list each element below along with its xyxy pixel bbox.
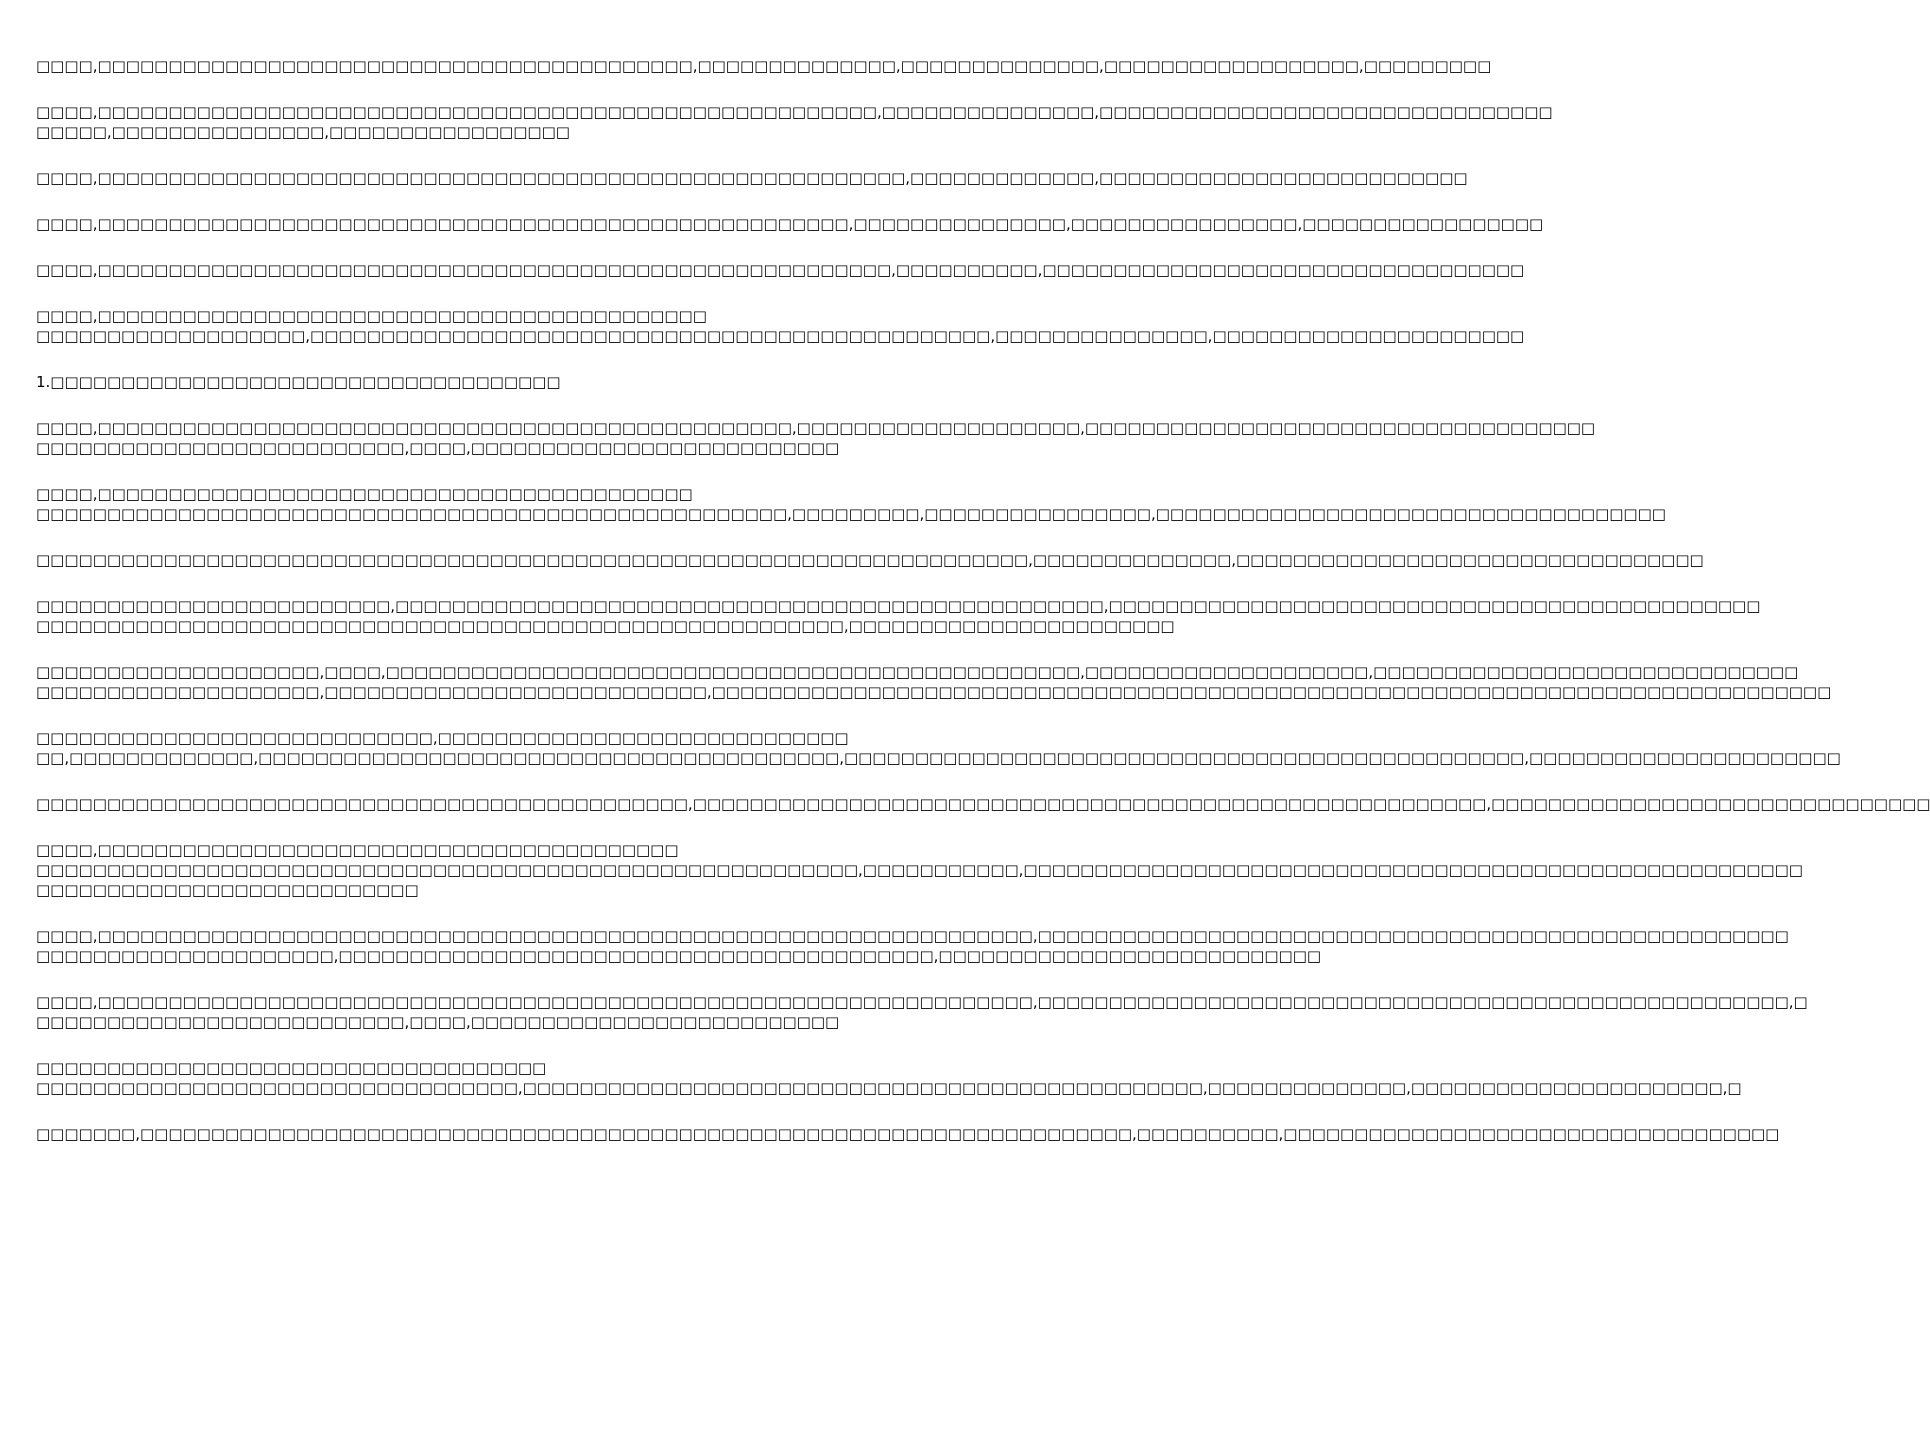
paragraph	[36, 794, 1930, 814]
text-line: □□□□□□□□□□□□□□□□□□□□□,□□□□□□□□□□□□□□□□□□□□□□□□□□□□□□□□□□□□□□□□□□,□□□□□□□□□□□□□□□□□□□□□□□□□□□	[36, 947, 1322, 965]
paragraph	[36, 102, 1553, 142]
paragraph	[36, 484, 1666, 524]
text-line: □□□□,□□□□□□□□□□□□□□□□□□□□□□□□□□□□□□□□□□□□□□□□□□□□□□□□□□□□□□□,□□□□□□□□□□□□□□□,□□□□□□□□□□□□□□□□□□□□□□□□□□□□□□□□	[36, 103, 1553, 121]
paragraph	[36, 926, 1789, 966]
text-line: □□□□,□□□□□□□□□□□□□□□□□□□□□□□□□□□□□□□□□□□□□□□□□□□□□□□□□□□□□□□□□,□□□□□□□□□□□□□,□□□□□□□□□□□□□□□□□□□□□□□□□□	[36, 169, 1468, 187]
text-line: □□□□□□□□□□□□□□□□□□□□□□□□□□□□□□□□□□□□□□□□□□□□□□□□□□□□□□□□□□□□□□□□□□□□□□,□□□□□□□□□□□□□□,□□□□□□□□□□□□□□□□□□□□□□□□□□□□□□□□□	[36, 551, 1704, 569]
text-line: □□□□□□□□□□□□□□□□□□□□□□□□□□□□□□□□□□□□□□□□□□□□□□□□□□□□□,□□□□□□□□□,□□□□□□□□□□□□□□□□,□□□□□□□□□□□□□□□□□□□□□□□□□□□□□□□□□□□□	[36, 505, 1666, 523]
text-line: □□□□,□□□□□□□□□□□□□□□□□□□□□□□□□□□□□□□□□□□□□□□□□□□	[36, 307, 707, 325]
text-line: □□□□□□□□□□□□□□□□□□□□□□□□□,□□□□□□□□□□□□□□□□□□□□□□□□□□□□□□□□□□□□□□□□□□□□□□□□□□,□□□□□□□□□□□□□□□□□□□□□□□□□□□□□□□□□□□□□□□□□□□□□□	[36, 597, 1761, 615]
text-line: □□□□□□□□□□□□□□□□□□□□□□□□□□□□□□□□□□□□□□□□□□□□□□□□□□□□□□□□□□,□□□□□□□□□□□,□□□□□□□□□□□□□□□□□□□□□□□□□□□□□□□□□□□□□□□□□□□□□□□□□□□□□□□	[36, 861, 1803, 879]
paragraph	[36, 372, 989, 392]
text-line: □□□□,□□□□□□□□□□□□□□□□□□□□□□□□□□□□□□□□□□□□□□□□□□□□□□□□□,□□□□□□□□□□□□□□□□□□□□,□□□□□□□□□□□□□□□□□□□□□□□□□□□□□□□□□□□□	[36, 419, 1596, 437]
text-line: □□□□□□□□□□□□□□□□□□□□□□□□□□□□□□□□□□□□□□□□□□□□□□□□□□□□□□□□□,□□□□□□□□□□□□□□□□□□□□□□□	[36, 617, 1175, 635]
paragraph	[36, 662, 1832, 702]
text-line: □□□□□□□□□□□□□□□□□□□□,□□□□□□□□□□□□□□□□□□□□□□□□□□□,□□□□□□□□□□□□□□□□□□□□□□□□□□□□□□□□□□□□□□□□□□□□□□□□□□□□□□□□□□□□□□□□□□□□□□□□□□□□□□□	[36, 683, 1832, 701]
document-body	[36, 56, 1930, 1170]
text-line: □□□□,□□□□□□□□□□□□□□□□□□□□□□□□□□□□□□□□□□□□□□□□□□□□□□□□□□□□□,□□□□□□□□□□□□□□□,□□□□□□□□□□□□□□□□,□□□□□□□□□□□□□□□□□	[36, 215, 1544, 233]
text-line: □□□□,□□□□□□□□□□□□□□□□□□□□□□□□□□□□□□□□□□□□□□□□□□	[36, 485, 693, 503]
paragraph	[36, 550, 1704, 570]
text-line: □□□□,□□□□□□□□□□□□□□□□□□□□□□□□□□□□□□□□□□□□□□□□□	[36, 841, 679, 859]
paragraph	[36, 596, 1761, 636]
paragraph	[36, 168, 1468, 188]
paragraph	[36, 992, 1808, 1032]
text-line: □□□□,□□□□□□□□□□□□□□□□□□□□□□□□□□□□□□□□□□□□□□□□□□□□□□□□□□□□□□□□,□□□□□□□□□□,□□□□□□□□□□□□□□□□□□□□□□□□□□□□□□□□□□	[36, 261, 1525, 279]
paragraph	[36, 1124, 1780, 1144]
text-line: □□□□□□□□□□□□□□□□□□□□□□□□□□,□□□□,□□□□□□□□□□□□□□□□□□□□□□□□□□	[36, 1013, 840, 1031]
paragraph	[36, 306, 1525, 346]
text-line: □□□□,□□□□□□□□□□□□□□□□□□□□□□□□□□□□□□□□□□□□□□□□□□□□□□□□□□□□□□□□□□□□□□□□□□,□□□□□□□□□□□□□□□□□□□□□□□□□□□□□□□□□□□□□□□□□□□□□□□□□□□□□,□	[36, 993, 1808, 1011]
text-line: □□,□□□□□□□□□□□□□,□□□□□□□□□□□□□□□□□□□□□□□□□□□□□□□□□□□□□□□□□,□□□□□□□□□□□□□□□□□□□□□□□□□□□□□□□□□□□□□□□□□□□□□□□□,□□□□□□□□□□□□□□□□□□□□□□	[36, 749, 1841, 767]
text-line: □□□□□□□,□□□□□□□□□□□□□□□□□□□□□□□□□□□□□□□□□□□□□□□□□□□□□□□□□□□□□□□□□□□□□□□□□□□□□□,□□□□□□□□□□,□□□□□□□□□□□□□□□□□□□□□□□□□□□□□□□□□□□	[36, 1125, 1780, 1143]
text-line: □□□□□□□□□□□□□□□□□□□□□□□□□□,□□□□,□□□□□□□□□□□□□□□□□□□□□□□□□□	[36, 439, 840, 457]
text-line: □□□□□□□□□□□□□□□□□□□□□□□□□□□□□□□□□□□□□□□□□□□□□□,□□□□□□□□□□□□□□□□□□□□□□□□□□□□□□□□□□□□□□□□□□□□□□□□□□□□□□□□,□□□□□□□□□□□□□□□□□□□□□□□□□□□□□□□	[36, 795, 1930, 813]
text-line: □□□□□□□□□□□□□□□□□□□□□□□□□□□	[36, 881, 419, 899]
text-line: □□□□□□□□□□□□□□□□□□□□,□□□□,□□□□□□□□□□□□□□□□□□□□□□□□□□□□□□□□□□□□□□□□□□□□□□□□□,□□□□□□□□□□□□□□□□□□□□,□□□□□□□□□□□□□□□□□□□□□□□□□□□□□□	[36, 663, 1799, 681]
paragraph	[36, 728, 1841, 768]
text-line: □□□□□□□□□□□□□□□□□□□□□□□□□□□□,□□□□□□□□□□□□□□□□□□□□□□□□□□□□□	[36, 729, 849, 747]
paragraph	[36, 418, 1596, 458]
text-line: □□□□,□□□□□□□□□□□□□□□□□□□□□□□□□□□□□□□□□□□□□□□□□□□□□□□□□□□□□□□□□□□□□□□□□□,□□□□□□□□□□□□□□□□□□□□□□□□□□□□□□□□□□□□□□□□□□□□□□□□□□□□□	[36, 927, 1789, 945]
text-line: □□□□□□□□□□□□□□□□□□□□□□□□□□□□□□□□□□□□	[36, 1059, 547, 1077]
paragraph	[36, 56, 1492, 76]
text-line: □□□□,□□□□□□□□□□□□□□□□□□□□□□□□□□□□□□□□□□□□□□□□□□,□□□□□□□□□□□□□□,□□□□□□□□□□□□□□,□□□□□□□□□□□□□□□□□□,□□□□□□□□□	[36, 57, 1492, 75]
paragraph	[36, 1058, 1742, 1098]
text-line: □□□□□□□□□□□□□□□□□□□□□□□□□□□□□□□□□□,□□□□□□□□□□□□□□□□□□□□□□□□□□□□□□□□□□□□□□□□□□□□□□□□,□□□□□□□□□□□□□□,□□□□□□□□□□□□□□□□□□□□□□,□	[36, 1079, 1742, 1097]
paragraph	[36, 260, 1525, 280]
text-line: □□□□□,□□□□□□□□□□□□□□□,□□□□□□□□□□□□□□□□□	[36, 123, 570, 141]
paragraph	[36, 840, 1803, 900]
text-line: □□□□□□□□□□□□□□□□□□□,□□□□□□□□□□□□□□□□□□□□□□□□□□□□□□□□□□□□□□□□□□□□□□□□,□□□□□□□□□□□□□□□,□□□□□□□□□□□□□□□□□□□□□□	[36, 327, 1525, 345]
paragraph	[36, 214, 1544, 234]
text-line: 1.□□□□□□□□□□□□□□□□□□□□□□□□□□□□□□□□□□□□	[36, 373, 561, 391]
